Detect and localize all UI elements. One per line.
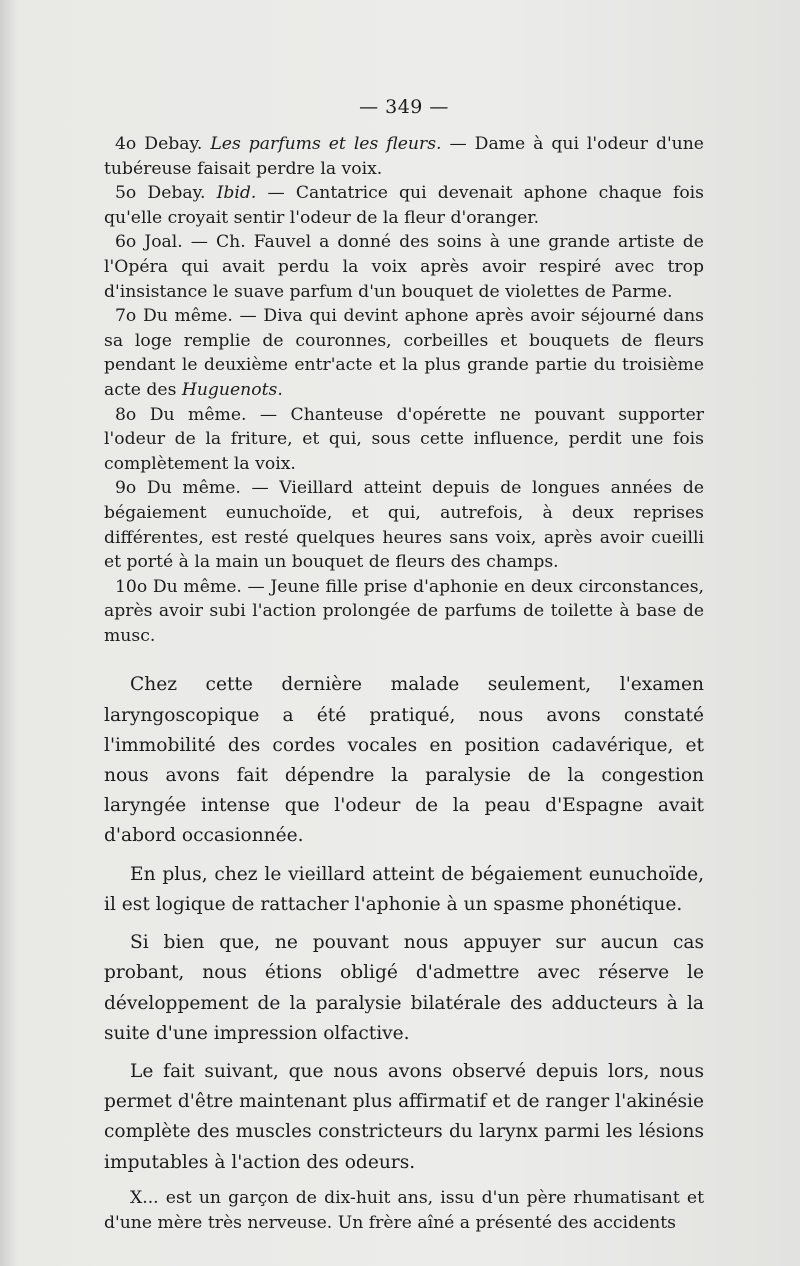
list-item: 9o Du même. — Vieillard atteint depuis de longues années de bégaiement eunuchoïde, et qui, autrefois, à deux reprises différentes, est resté quelques heures sans voix, après avoir cueilli et porté à la main un bouquet de fleurs des champs.	[104, 478, 704, 573]
body-paragraph: Chez cette dernière malade seulement, l'examen laryngoscopique a été pratiqué, nous avons constaté l'immobilité des cordes vocales en position cadavérique, et nous avons fait dépendre la paralysie de la congestion laryngée intense que l'odeur de la peau d'Espagne avait d'abord occasionnée.	[104, 674, 704, 847]
page-number: — 349 —	[359, 96, 449, 118]
list-item: 6o Joal. — Ch. Fauvel a donné des soins à une grande artiste de l'Opéra qui avait perdu la voix après avoir respiré avec trop d'insistance le suave parfum d'un bouquet de violettes de Parme.	[104, 232, 704, 302]
list-item: 10o Du même. — Jeune fille prise d'aphonie en deux circonstances, après avoir subi l'action prolongée de parfums de toilette à base de musc.	[104, 576, 705, 646]
case-paragraph: X... est un garçon de dix-huit ans, issu d'un père rhumatisant et d'une mère très nerveuse. Un frère aîné a présenté des accidents	[104, 1187, 704, 1233]
list-item: 8o Du même. — Chanteuse d'opérette ne pouvant supporter l'odeur de la friture, et qui, sous cette influence, perdit une fois complètement la voix.	[104, 404, 704, 474]
body-paragraph: Le fait suivant, que nous avons observé depuis lors, nous permet d'être maintenant plus affirmatif et de ranger l'akinésie complète des muscles constricteurs du larynx parmi les lésions imputables à l'action des odeurs.	[104, 1060, 704, 1173]
list-item: 4o Debay. Les parfums et les fleurs. — Dame à qui l'odeur d'une tubéreuse faisait perdre la voix.	[104, 134, 704, 179]
list-item: 5o Debay. Ibid. — Cantatrice qui devenait aphone chaque fois qu'elle croyait sentir l'odeur de la fleur d'oranger.	[104, 183, 704, 228]
list-item: 7o Du même. — Diva qui devint aphone après avoir séjourné dans sa loge remplie de couronnes, corbeilles et bouquets de fleurs pendant le deuxième entr'acte et la plus grande partie du troisième acte des Huguenots.	[104, 306, 704, 400]
body-paragraph: En plus, chez le vieillard atteint de bégaiement eunuchoïde, il est logique de rattacher l'aphonie à un spasme phonétique.	[104, 863, 704, 915]
case-list	[104, 132, 704, 648]
page-content	[104, 96, 704, 1236]
body-paragraph: Si bien que, ne pouvant nous appuyer sur aucun cas probant, nous étions obligé d'admettre avec réserve le développement de la paralysie bilatérale des adducteurs à la suite d'une impression olfactive.	[104, 932, 704, 1044]
